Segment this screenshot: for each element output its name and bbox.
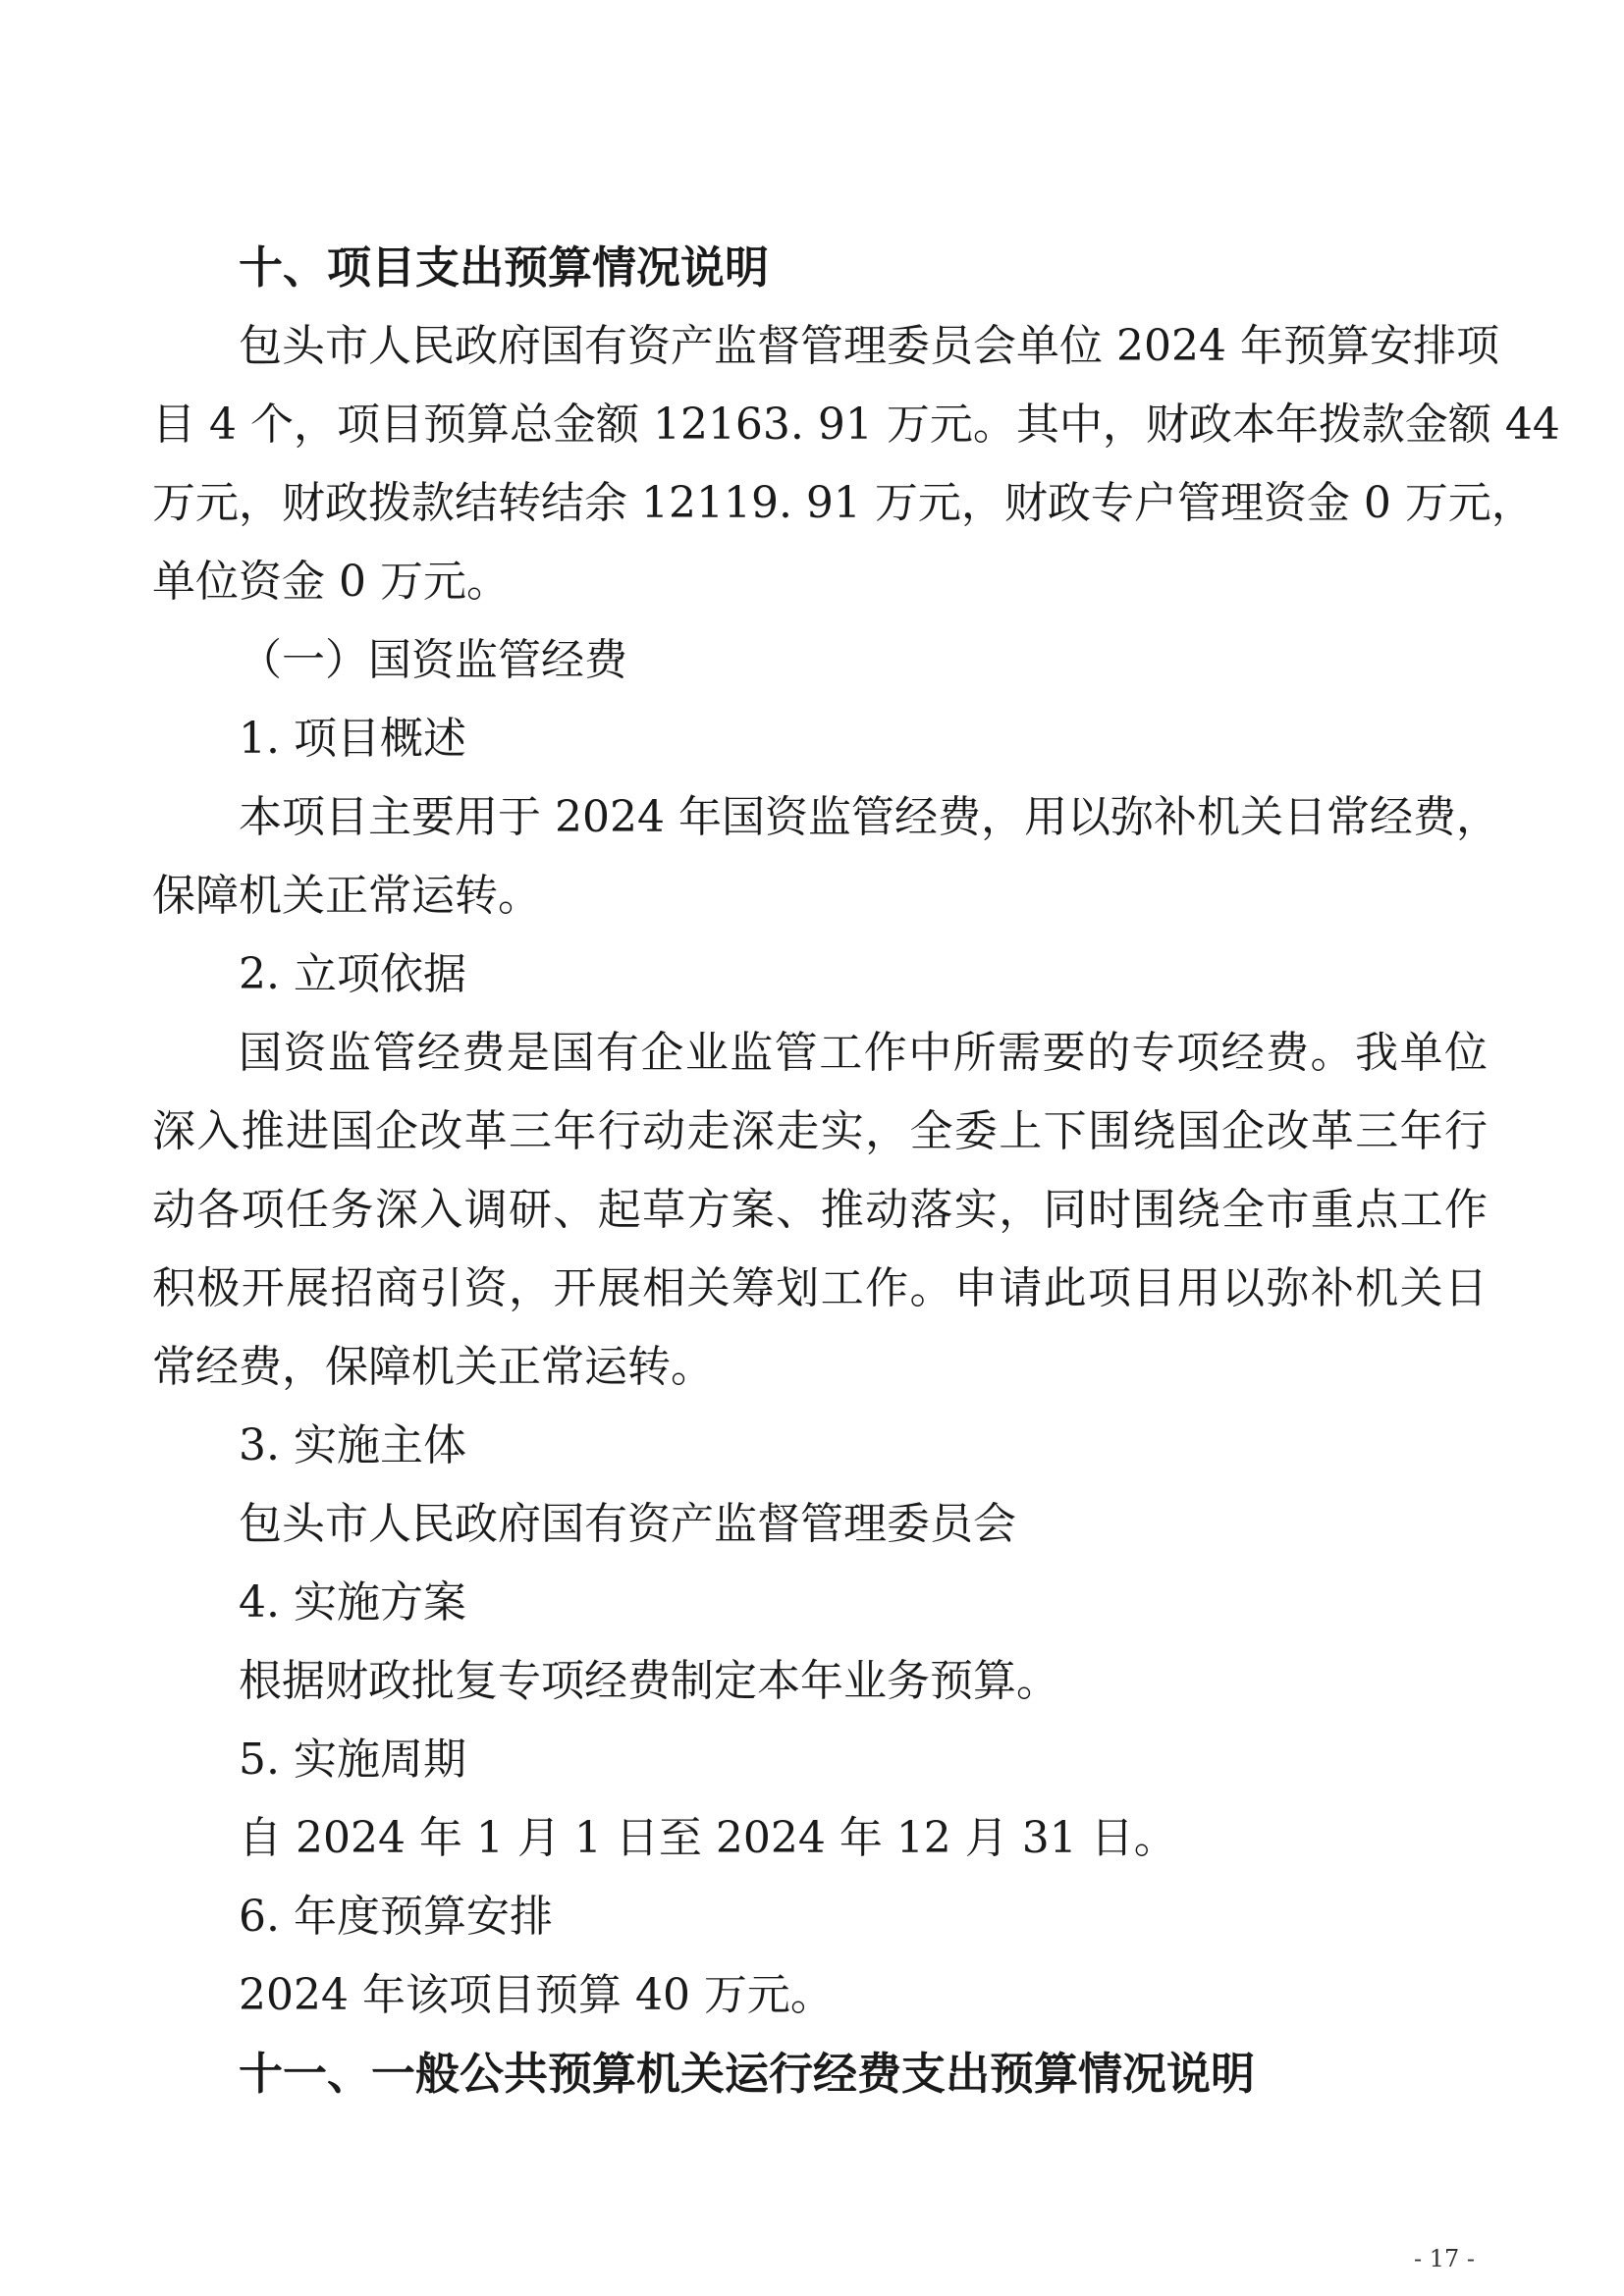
basis-label: 2. 立项依据 (239, 949, 466, 999)
page-number: - 17 - (1414, 2245, 1476, 2272)
basis-line-2: 深入推进国企改革三年行动走深走实，全委上下围绕国企改革三年行 (152, 1106, 1488, 1156)
basis-line-4: 积极开展招商引资，开展相关筹划工作。申请此项目用以弥补机关日 (152, 1263, 1488, 1313)
basis-line-1: 国资监管经费是国有企业监管工作中所需要的专项经费。我单位 (239, 1028, 1488, 1078)
entity-text: 包头市人民政府国有资产监督管理委员会 (239, 1499, 1016, 1549)
overview-line-1: 本项目主要用于 2024 年国资监管经费，用以弥补机关日常经费， (239, 792, 1499, 842)
intro-line-1: 包头市人民政府国有资产监督管理委员会单位 2024 年预算安排项 (239, 321, 1499, 371)
budget-label: 6. 年度预算安排 (239, 1892, 553, 1942)
plan-label: 4. 实施方案 (239, 1577, 466, 1628)
intro-line-2: 目 4 个，项目预算总金额 12163. 91 万元。其中，财政本年拨款金额 44 (152, 400, 1560, 450)
overview-label: 1. 项目概述 (239, 714, 466, 764)
period-label: 5. 实施周期 (239, 1735, 466, 1785)
period-text: 自 2024 年 1 月 1 日至 2024 年 12 月 31 日。 (239, 1813, 1177, 1863)
entity-label: 3. 实施主体 (239, 1420, 466, 1470)
basis-line-3: 动各项任务深入调研、起草方案、推动落实，同时围绕全市重点工作 (152, 1185, 1488, 1235)
intro-line-4: 单位资金 0 万元。 (152, 557, 510, 607)
section-10-heading: 十、项目支出预算情况说明 (239, 241, 770, 294)
budget-text: 2024 年该项目预算 40 万元。 (239, 1970, 834, 2020)
section-11-heading: 十一、一般公共预算机关运行经费支出预算情况说明 (239, 2048, 1256, 2100)
basis-line-5: 常经费，保障机关正常运转。 (152, 1342, 714, 1392)
intro-line-3: 万元，财政拨款结转结余 12119. 91 万元，财政专户管理资金 0 万元， (152, 478, 1535, 528)
plan-text: 根据财政批复专项经费制定本年业务预算。 (239, 1656, 1059, 1706)
overview-line-2: 保障机关正常运转。 (152, 871, 541, 921)
project-1-title: （一）国资监管经费 (239, 635, 627, 685)
